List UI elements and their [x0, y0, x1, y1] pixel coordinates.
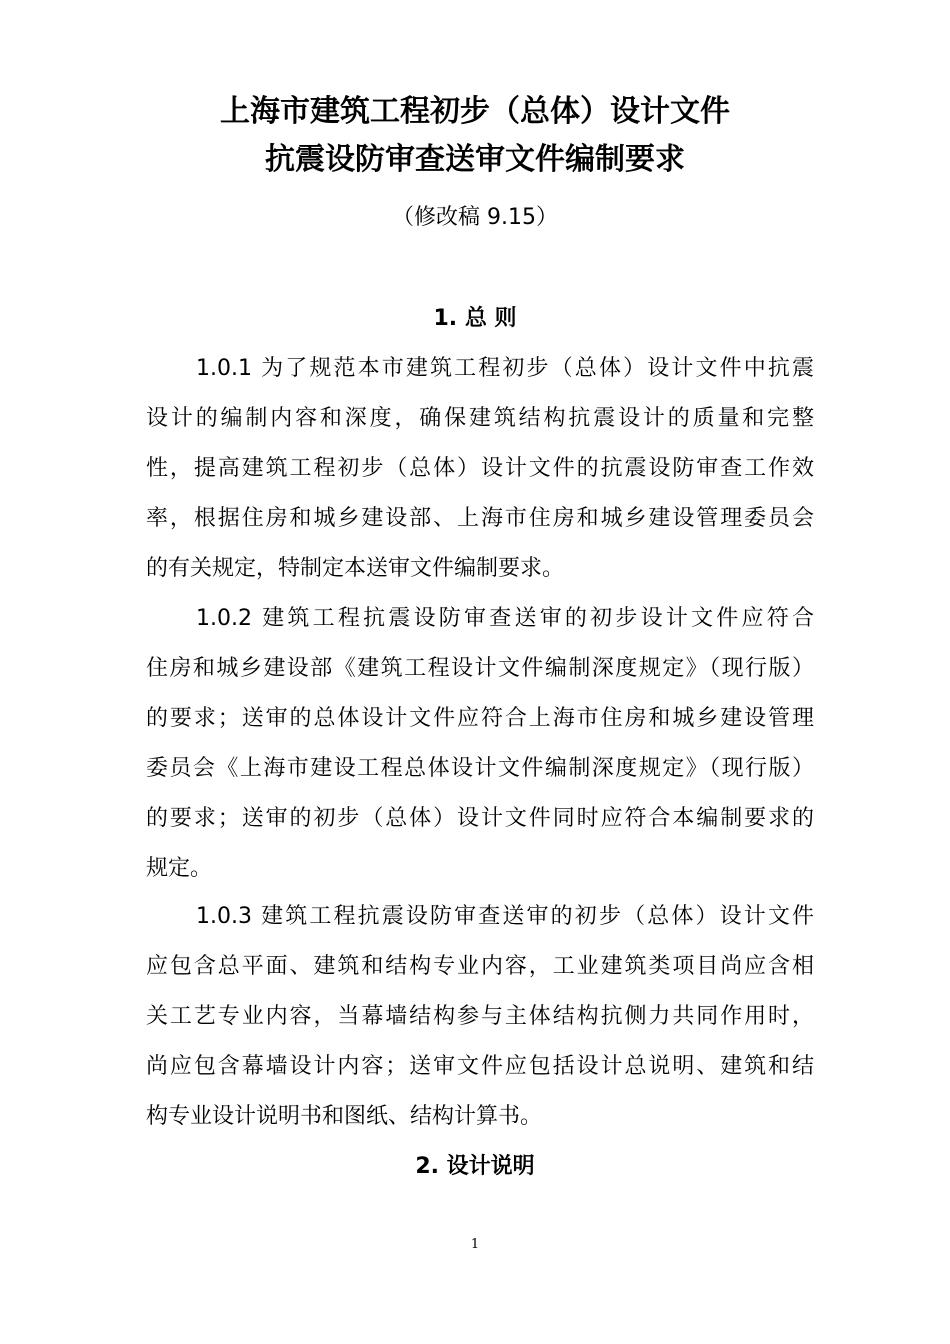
clause-line: 1.0.1 为了规范本市建筑工程初步（总体）设计文件中抗震 [196, 356, 814, 381]
clause-line: 性，提高建筑工程初步（总体）设计文件的抗震设防审查工作效 [146, 456, 814, 481]
clause-line: 的有关规定，特制定本送审文件编制要求。 [146, 556, 565, 581]
document-title-line-1: 上海市建筑工程初步（总体）设计文件 [220, 94, 730, 129]
clause-line: 1.0.3 建筑工程抗震设防审查送审的初步（总体）设计文件 [196, 904, 814, 929]
page-number: 1 [470, 1237, 480, 1252]
document-title-line-2: 抗震设防审查送审文件编制要求 [265, 142, 685, 177]
clause-line: 1.0.2 建筑工程抗震设防审查送审的初步设计文件应符合 [196, 606, 814, 631]
clause-line: 构专业设计说明书和图纸、结构计算书。 [146, 1104, 543, 1129]
clause-line: 规定。 [146, 856, 213, 881]
clause-line: 委员会《上海市建设工程总体设计文件编制深度规定》（现行版） [146, 756, 814, 781]
clause-line: 率，根据住房和城乡建设部、上海市住房和城乡建设管理委员会 [146, 506, 814, 531]
clause-line: 关工艺专业内容，当幕墙结构参与主体结构抗侧力共同作用时， [146, 1004, 814, 1029]
clause-line: 设计的编制内容和深度，确保建筑结构抗震设计的质量和完整 [146, 406, 814, 431]
clause-line: 住房和城乡建设部《建筑工程设计文件编制深度规定》（现行版） [146, 656, 814, 681]
clause-line: 的要求；送审的总体设计文件应符合上海市住房和城乡建设管理 [146, 706, 814, 731]
section-heading-general: 1. 总 则 [433, 306, 517, 331]
clause-line: 尚应包含幕墙设计内容；送审文件应包括设计总说明、建筑和结 [146, 1054, 814, 1079]
revision-note: （修改稿 9.15） [392, 205, 558, 230]
clause-line: 应包含总平面、建筑和结构专业内容，工业建筑类项目尚应含相 [146, 954, 814, 979]
section-heading-design-notes: 2. 设计说明 [415, 1154, 535, 1179]
clause-line: 的要求；送审的初步（总体）设计文件同时应符合本编制要求的 [146, 806, 814, 831]
